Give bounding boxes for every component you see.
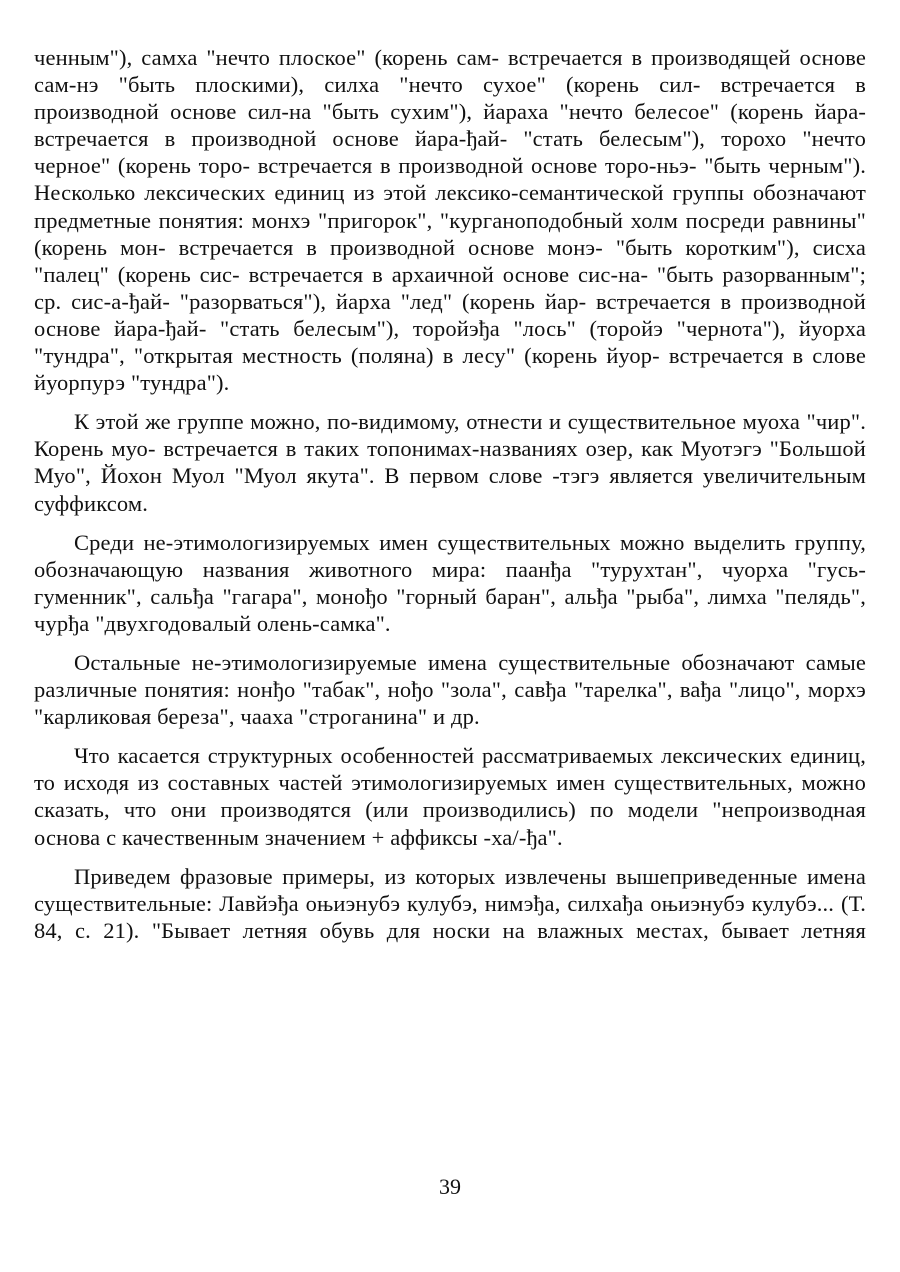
paragraph-5: Что касается структурных особенностей рассматриваемых лексических единиц, то исходя из составных частей этимологизируемых имен существительных, можно сказать, что они производятся (или производились) по модели "непроизводная основа с качественным значением + аффиксы -ха/-ђа". (34, 743, 866, 850)
page-number: 39 (439, 1174, 461, 1199)
paragraph-2: К этой же группе можно, по-видимому, отнести и существительное муоха "чир". Корень муо- встречается в таких топонимах-названиях озер, как Муотэгэ "Большой Муо", Йохон Муол "Муол якута". В первом слове -тэгэ является увеличительным суффиксом. (34, 409, 866, 516)
paragraph-6: Приведем фразовые примеры, из которых извлечены вышеприведенные имена существительные: Лавйэђа оњиэнубэ кулубэ, нимэђа, силхађа оњиэнубэ кулубэ... (Т. 84, с. 21). "Бывает летняя обувь для носки на влажных местах, бывает летняя (34, 863, 866, 943)
paragraph-3: Среди не-этимологизируемых имен существительных можно выделить группу, обозначающую названия животного мира: паанђа "турухтан", чуорха "гусь-гуменник", сальђа "гагара", монођо "горный баран", альђа "рыба", лимха "пелядь", чурђа "двухгодовалый олень-самка". (34, 529, 866, 636)
paragraph-4: Остальные не-этимологизируемые имена существительные обозначают самые различные понятия: нонђо "табак", нођо "зола", савђа "тарелка", вађа "лицо", морхэ "карликовая береза", чааха "строганина" и др. (34, 649, 866, 730)
paragraph-1: ченным"), самха "нечто плоское" (корень сам- встречается в производящей основе сам-нэ "быть плоскими), силха "нечто сухое" (корень сил- встречается в производной основе сил-на "быть сухим"), йараха "нечто белесое" (корень йара- встречается в производной основе йара-ђай- "стать белесым"), торохо "нечто черное" (корень торо- встречается в производной основе торо-ньэ- "быть черным"). Несколько лексических единиц из этой лексико-семантической группы обозначают предметные понятия: монхэ "пригорок", "курганоподобный холм посреди равнины" (корень мон- встречается в производной основе монэ- "быть коротким"), сисха "палец" (корень сис- встречается в архаичной основе сис-на- "быть разорванным"; ср. сис-а-ђай- "разорваться"), йарха "лед" (корень йар- встречается в производной основе йара-ђай- "стать белесым"), торойэђа "лось" (торойэ "чернота"), йуорха "тундра", "открытая местность (поляна) в лесу" (корень йуор- встречается в слове йуорпурэ "тундра"). (34, 45, 866, 396)
body-text (34, 44, 866, 944)
